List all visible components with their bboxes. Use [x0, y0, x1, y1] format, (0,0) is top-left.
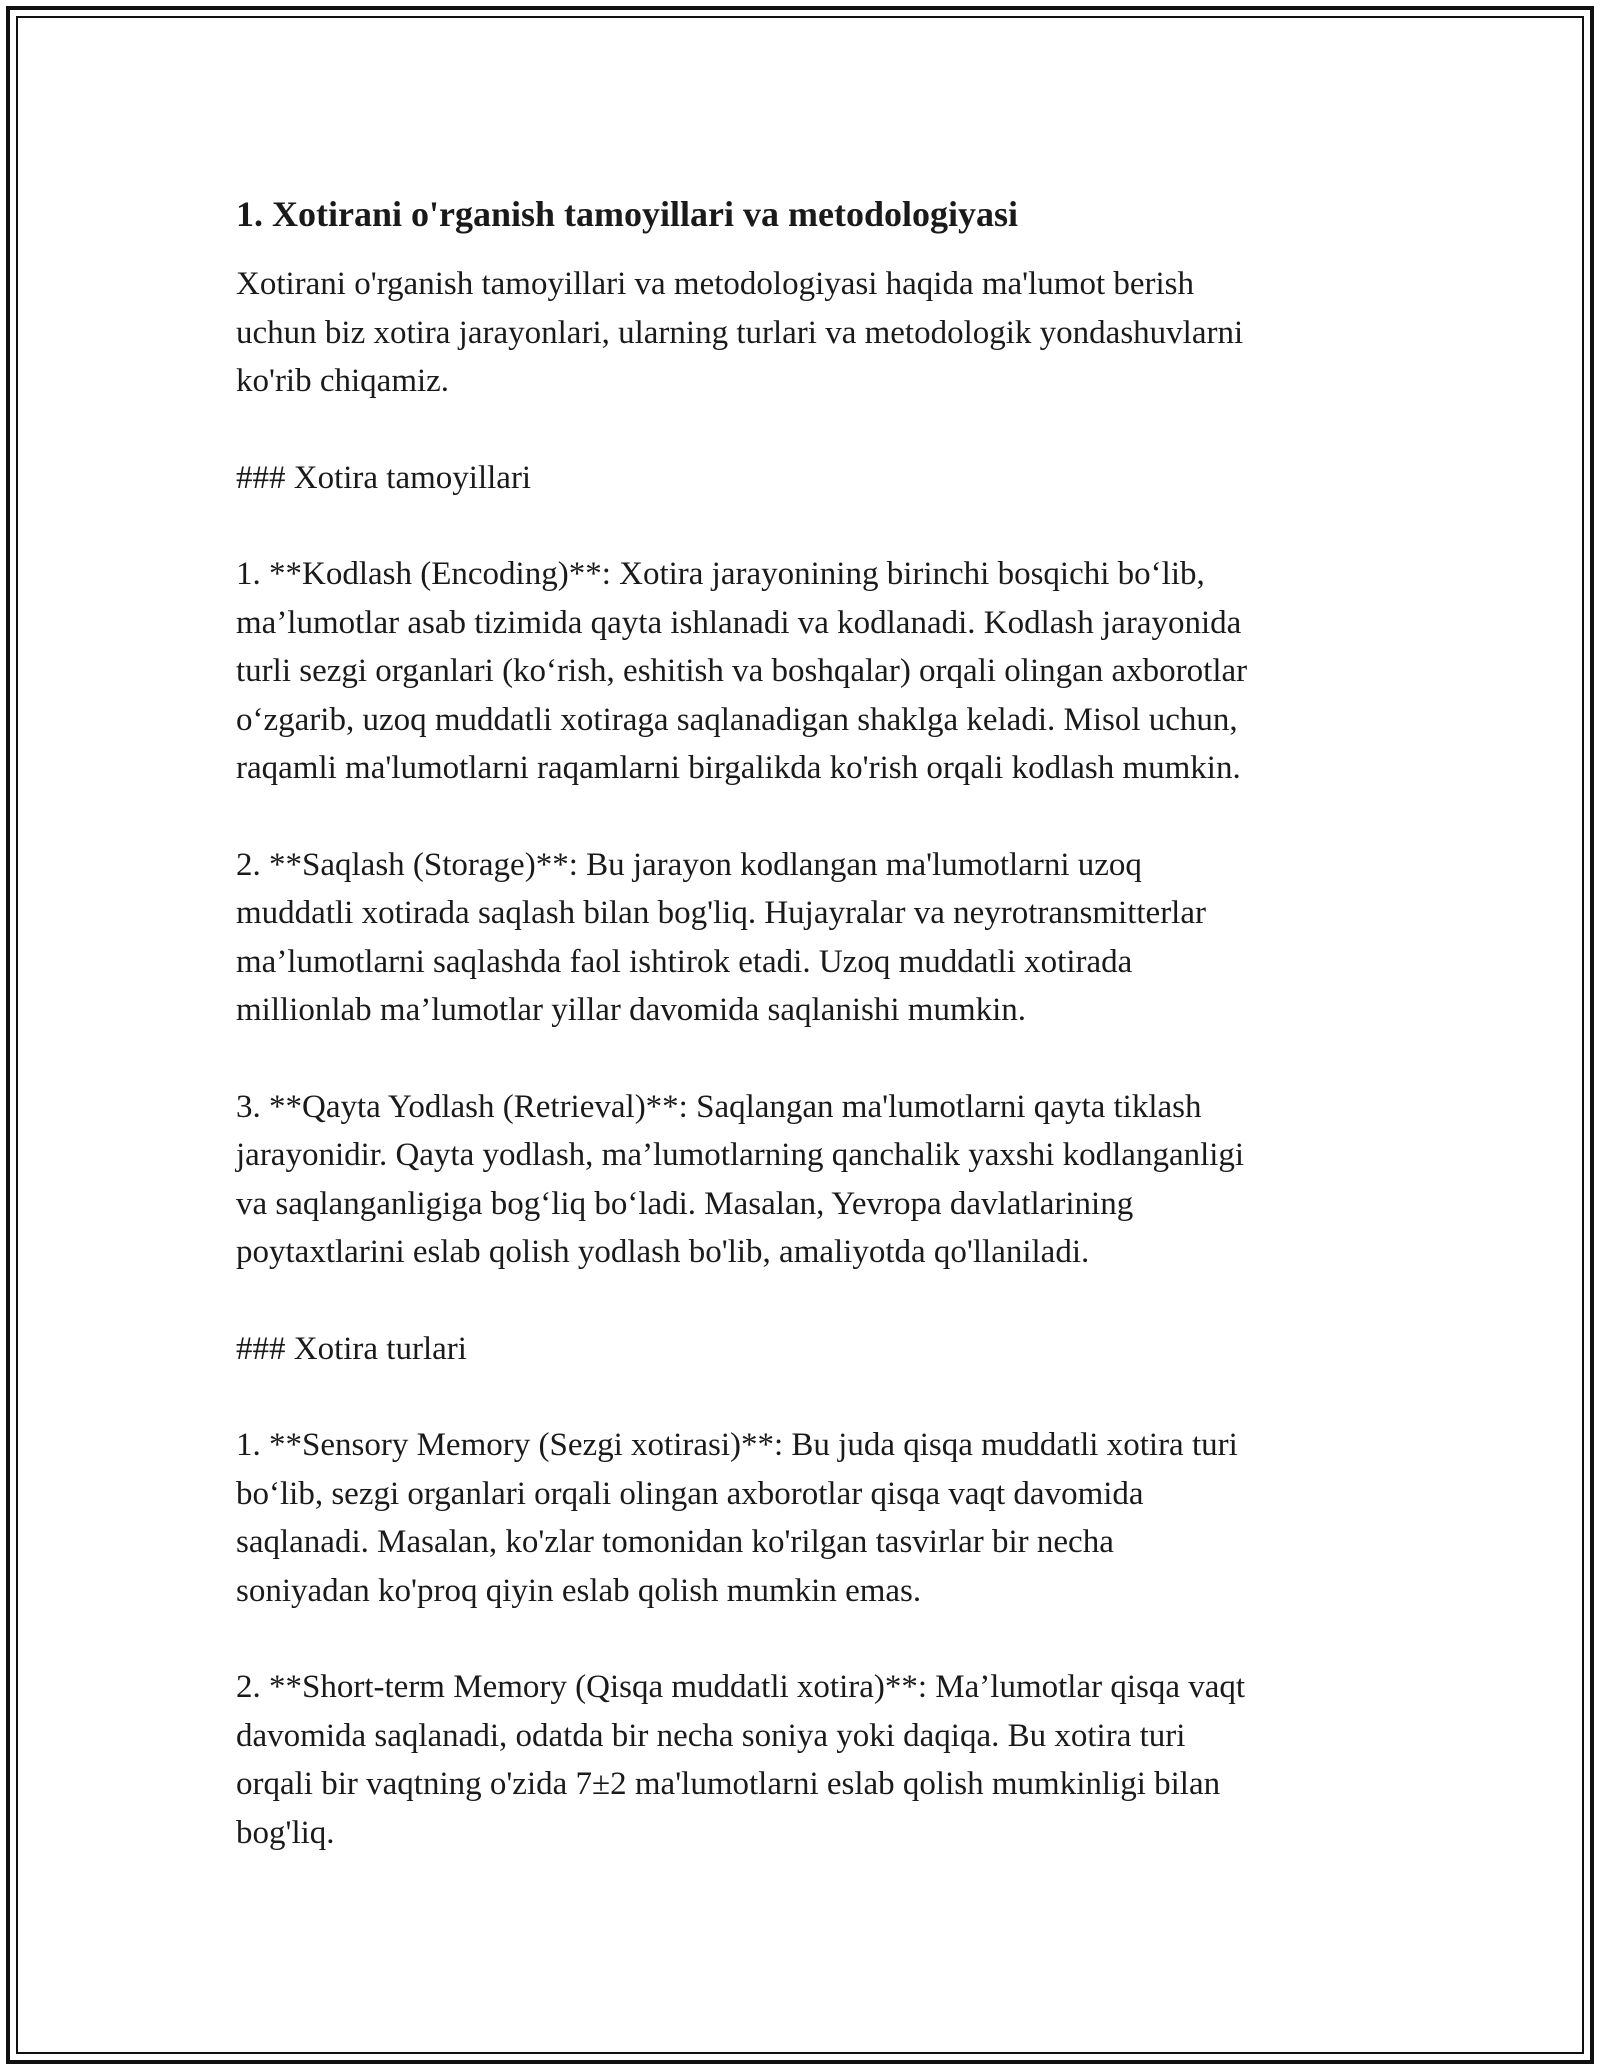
text-line: raqamli ma'lumotlarni raqamlarni birgalikda ko'rish orqali kodlash mumkin.	[236, 750, 1241, 786]
text-line: millionlab ma’lumotlar yillar davomida saqlanishi mumkin.	[236, 992, 1027, 1028]
paragraph-list	[236, 260, 1366, 1857]
text-line: ko'rib chiqamiz.	[236, 363, 450, 399]
text-line: jarayonidir. Qayta yodlash, ma’lumotlarning qanchalik yaxshi kodlanganligi	[236, 1137, 1245, 1173]
text-line: 1. **Kodlash (Encoding)**: Xotira jarayonining birinchi bosqichi bo‘lib,	[236, 556, 1205, 592]
paragraph	[236, 1663, 1366, 1857]
paragraph-gap	[236, 793, 1366, 841]
paragraph-gap	[236, 502, 1366, 550]
text-line: ma’lumotlarni saqlashda faol ishtirok etadi. Uzoq muddatli xotirada	[236, 943, 1133, 980]
text-line: 2. **Short-term Memory (Qisqa muddatli xotira)**: Ma’lumotlar qisqa vaqt	[236, 1669, 1246, 1705]
text-line: va saqlanganligiga bog‘liq bo‘ladi. Masalan, Yevropa davlatlarining	[236, 1185, 1134, 1222]
document-title: 1. Xotirani o'rganish tamoyillari va metodologiyasi	[236, 194, 1018, 234]
text-line: 1. **Sensory Memory (Sezgi xotirasi)**: Bu juda qisqa muddatli xotira turi	[236, 1427, 1238, 1463]
text-line: saqlanadi. Masalan, ko'zlar tomonidan ko'rilgan tasvirlar bir necha	[236, 1524, 1114, 1560]
text-line: ### Xotira turlari	[236, 1330, 467, 1367]
text-line: poytaxtlarini eslab qolish yodlash bo'lib, amaliyotda qo'llaniladi.	[236, 1234, 1090, 1270]
text-line: bog'liq.	[236, 1814, 335, 1851]
paragraph-gap	[236, 1035, 1366, 1083]
paragraph	[236, 550, 1366, 793]
text-line: turli sezgi organlari (ko‘rish, eshitish va boshqalar) orqali olingan axborotlar	[236, 653, 1248, 689]
spacer	[236, 246, 1366, 260]
text-line: ma’lumotlar asab tizimida qayta ishlanadi va kodlanadi. Kodlash jarayonida	[236, 604, 1242, 641]
document-body	[236, 182, 1366, 1857]
text-line: ### Xotira tamoyillari	[236, 459, 532, 496]
section-heading	[236, 454, 1366, 503]
paragraph-gap	[236, 1615, 1366, 1663]
section-heading	[236, 1325, 1366, 1374]
text-line: muddatli xotirada saqlash bilan bog'liq. Hujayralar va neyrotransmitterlar	[236, 895, 1206, 931]
text-line: uchun biz xotira jarayonlari, ularning turlari va metodologik yondashuvlarni	[236, 314, 1244, 351]
text-line: o‘zgarib, uzoq muddatli xotiraga saqlanadigan shaklga keladi. Misol uchun,	[236, 701, 1238, 738]
text-line: Xotirani o'rganish tamoyillari va metodologiyasi haqida ma'lumot berish	[236, 266, 1195, 302]
paragraph	[236, 841, 1366, 1035]
text-line: 3. **Qayta Yodlash (Retrieval)**: Saqlangan ma'lumotlarni qayta tiklash	[236, 1088, 1202, 1125]
paragraph	[236, 1421, 1366, 1615]
text-line: orqali bir vaqtning o'zida 7±2 ma'lumotlarni eslab qolish mumkinligi bilan	[236, 1766, 1221, 1802]
text-line: soniyadan ko'proq qiyin eslab qolish mumkin emas.	[236, 1572, 922, 1609]
paragraph-gap	[236, 1277, 1366, 1325]
text-line: bo‘lib, sezgi organlari orqali olingan axborotlar qisqa vaqt davomida	[236, 1475, 1144, 1512]
text-line: 2. **Saqlash (Storage)**: Bu jarayon kodlangan ma'lumotlarni uzoq	[236, 846, 1142, 883]
paragraph-gap	[236, 1373, 1366, 1421]
paragraph	[236, 1083, 1366, 1277]
paragraph	[236, 260, 1366, 406]
text-line: davomida saqlanadi, odatda bir necha soniya yoki daqiqa. Bu xotira turi	[236, 1717, 1186, 1754]
paragraph-gap	[236, 406, 1366, 454]
